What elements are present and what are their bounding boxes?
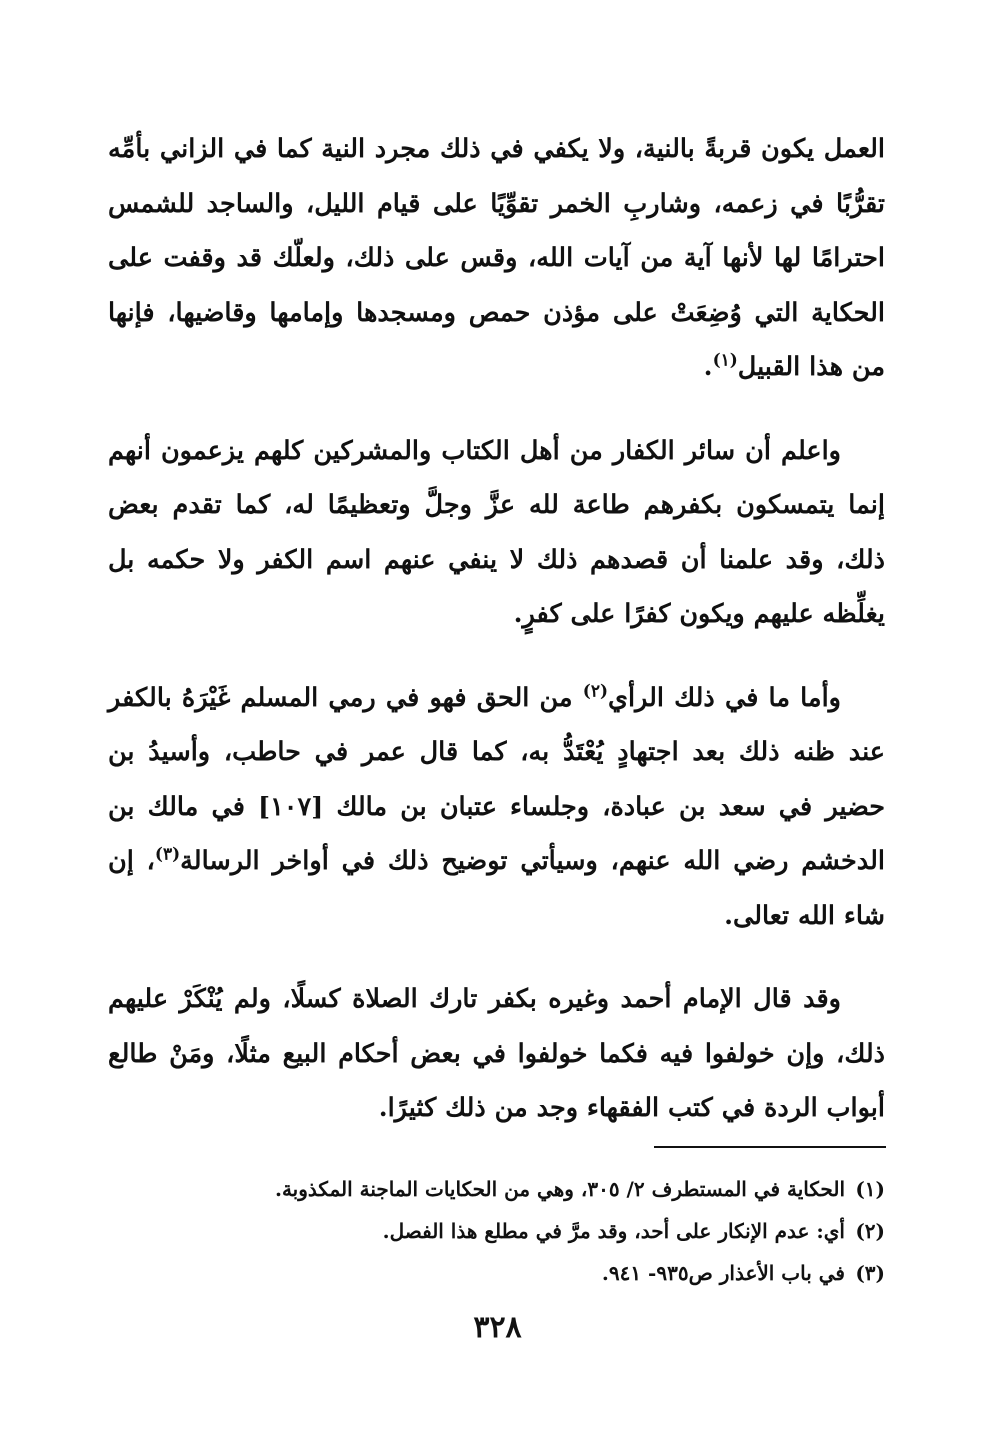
footnotes-block <box>108 1168 885 1294</box>
page-number: ٣٢٨ <box>473 1310 522 1345</box>
paragraph-3-text-middle: من الحق فهو في رمي المسلم غَيْرَهُ بالكفر عند ظنه ذلك بعد اجتهادٍ يُعْتَدُّ به، كما قال عمر في حاطب، وأسيدُ بن حضير في سعد بن عبادة، وجلساء عتبان بن مالك [١٠٧] في مالك بن الدخشم رضي الله عنهم، وسيأتي توضيح ذلك في أواخر الرسالة <box>108 682 885 876</box>
footnote-2-number: (٢) <box>855 1219 885 1243</box>
footnote-3-text: في باب الأعذار ص٩٣٥- ٩٤١. <box>601 1261 845 1285</box>
paragraph-4 <box>108 972 885 1136</box>
paragraph-1-text: العمل يكون قربةً بالنية، ولا يكفي في ذلك مجرد النية كما في الزاني بأمِّه تقرُّبًا في زعمه، وشاربِ الخمر تقوِّيًا على قيام الليل، والساجد للشمس احترامًا لها لأنها آية من آيات الله، وقس على ذلك، ولعلّك قد وقفت على الحكاية التي وُضِعَتْ على مؤذن حمص ومسجدها وإمامها وقاضيها، فإنها من هذا القبيل <box>108 134 885 382</box>
paragraph-1 <box>108 122 885 395</box>
footnote-2 <box>108 1210 885 1252</box>
footnote-ref-2: (٢) <box>582 681 608 701</box>
footnote-2-text: أي: عدم الإنكار على أحد، وقد مرَّ في مطلع هذا الفصل. <box>382 1219 845 1243</box>
footnote-ref-3: (٣) <box>154 844 181 865</box>
footnote-1 <box>108 1168 885 1210</box>
footnote-3 <box>108 1252 885 1294</box>
footnote-1-text: الحكاية في المستطرف ٢/ ٣٠٥، وهي من الحكايات الماجنة المكذوبة. <box>274 1177 845 1201</box>
footnote-3-number: (٣) <box>855 1261 885 1285</box>
body-text-block <box>108 122 885 1136</box>
paragraph-2-text: واعلم أن سائر الكفار من أهل الكتاب والمشركين كلهم يزعمون أنهم إنما يتمسكون بكفرهم طاعة لله عزَّ وجلَّ وتعظيمًا له، كما تقدم بعض ذلك، وقد علمنا أن قصدهم ذلك لا ينفي عنهم اسم الكفر ولا حكمه بل يغلِّظه عليهم ويكون كفرًا على كفرٍ. <box>108 435 885 629</box>
paragraph-3-text-start: وأما ما في ذلك الرأي <box>608 682 841 713</box>
footnote-separator <box>654 1146 886 1148</box>
paragraph-4-text: وقد قال الإمام أحمد وغيره بكفر تارك الصلاة كسلًا، ولم يُنْكَرْ عليهم ذلك، وإن خولفوا فيه فكما خولفوا في بعض أحكام البيع مثلًا، ومَنْ طالع أبواب الردة في كتب الفقهاء وجد من ذلك كثيرًا. <box>108 984 885 1123</box>
paragraph-2 <box>108 424 885 642</box>
paragraph-3-text-end: ، إن شاء الله تعالى. <box>108 846 885 931</box>
paragraph-3 <box>108 671 885 944</box>
footnote-ref-1: (١) <box>712 350 738 371</box>
paragraph-1-end: . <box>703 352 713 382</box>
footnote-1-number: (١) <box>855 1177 885 1201</box>
